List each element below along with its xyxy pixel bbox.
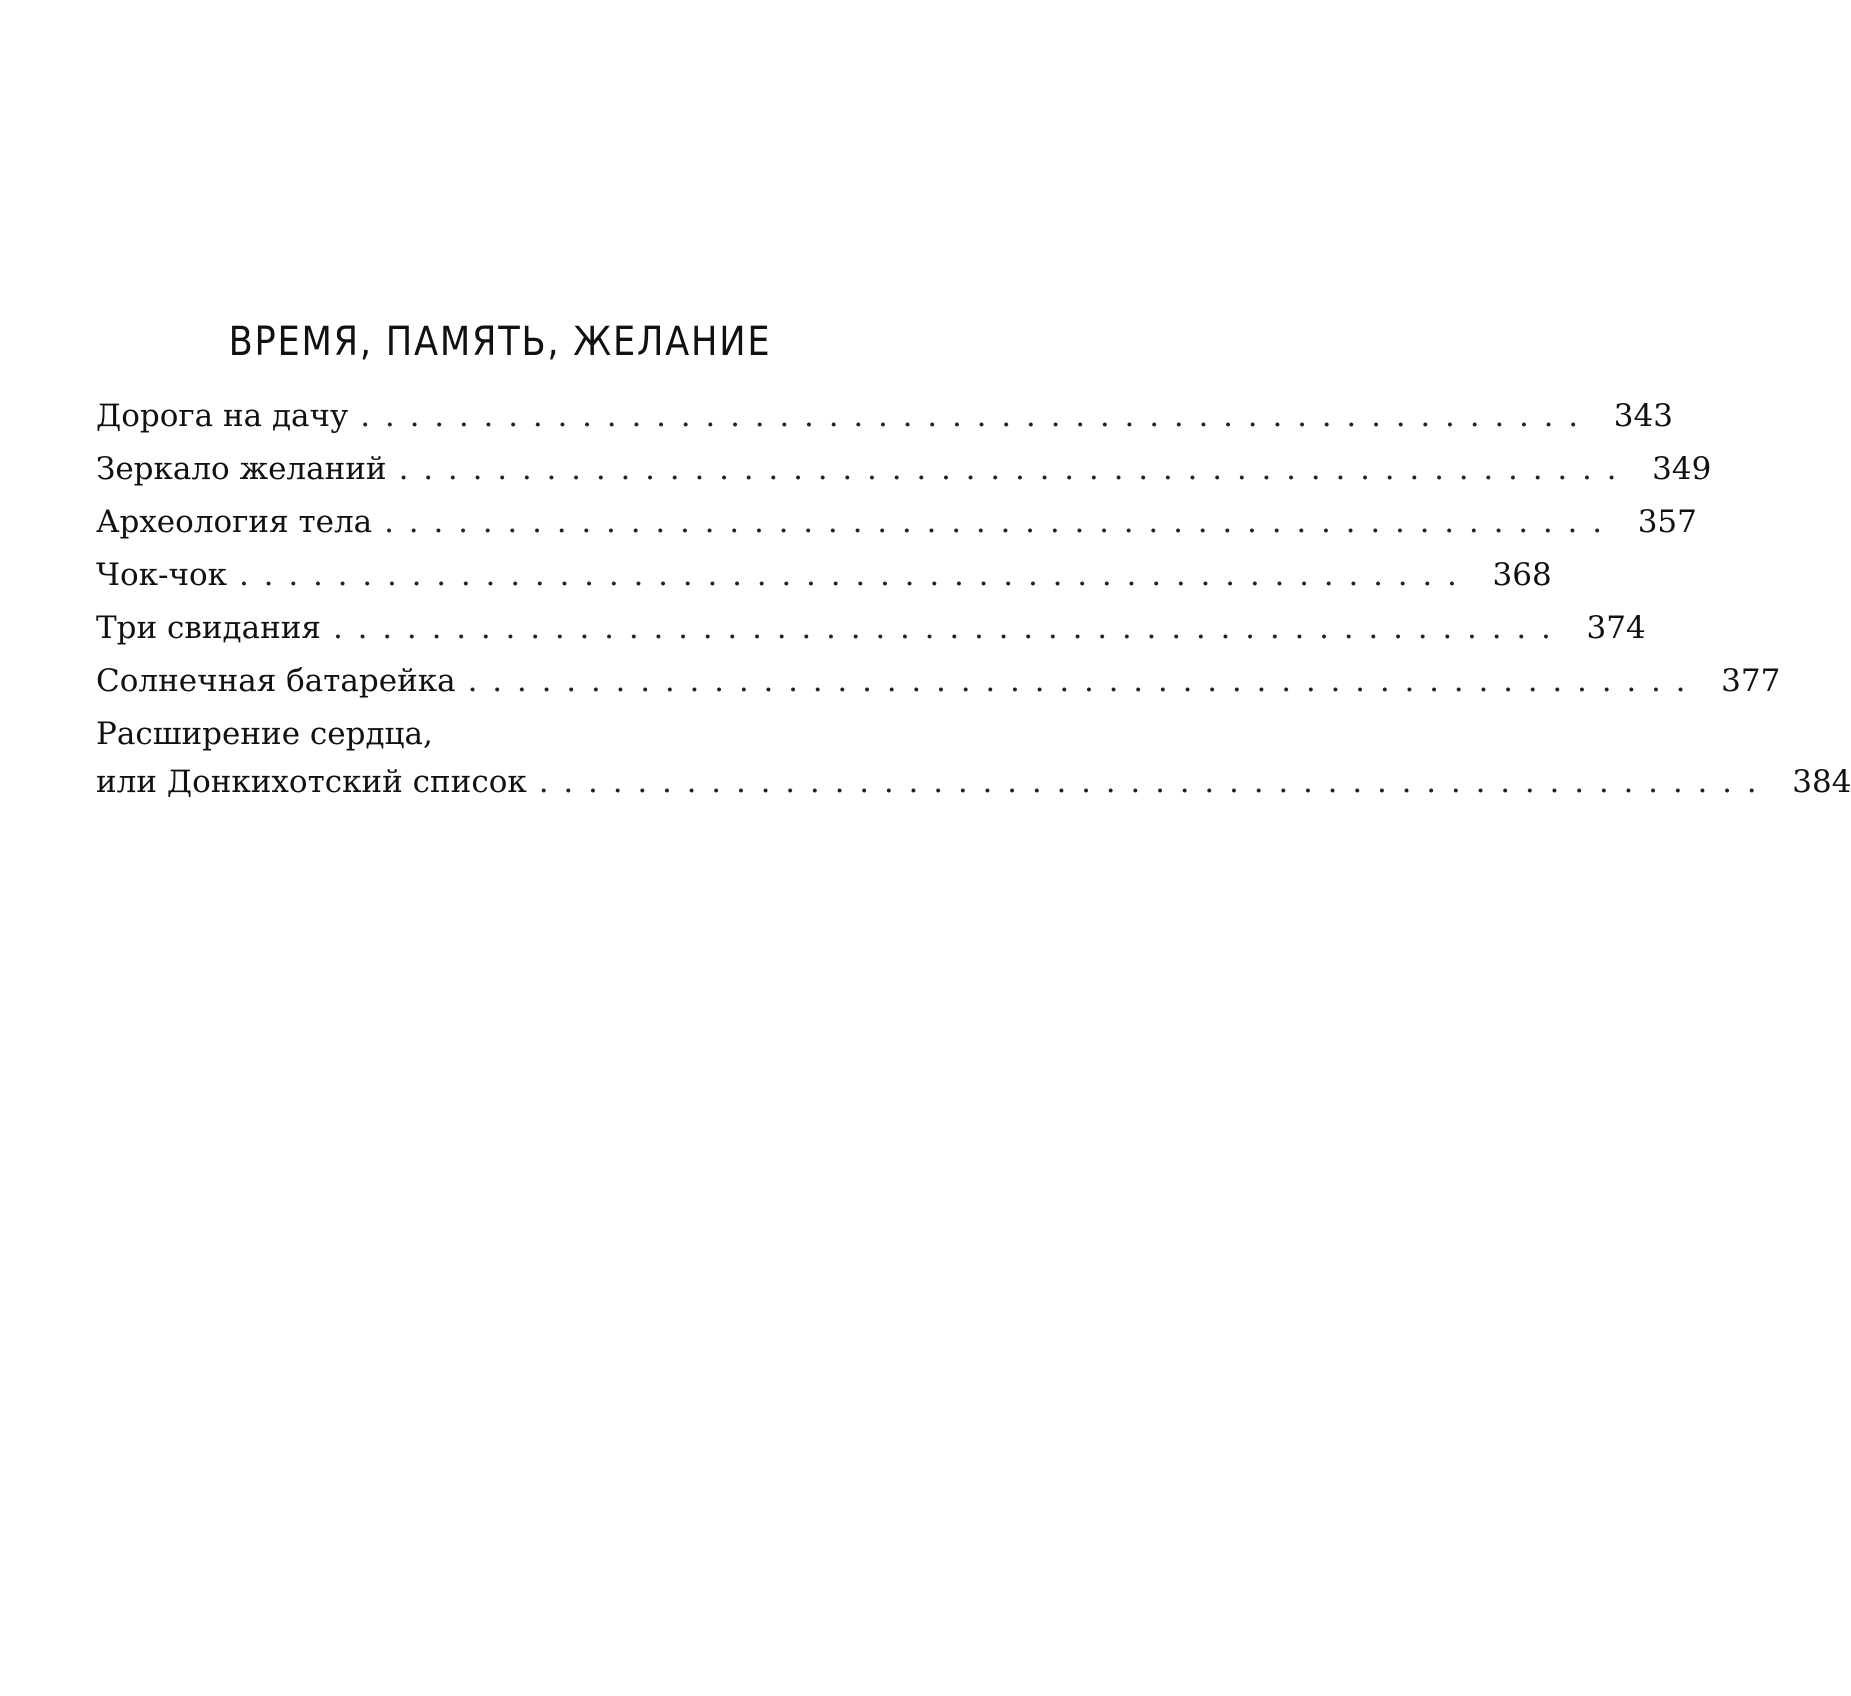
toc-entry-page: 357 (1637, 504, 1697, 540)
toc-entry[interactable] (96, 504, 1697, 541)
toc-entry[interactable] (96, 663, 1781, 700)
toc-entry-title: Три свидания (96, 610, 321, 646)
toc-entry-title: Солнечная батарейка (96, 663, 456, 699)
dot-leader: .................................................. (360, 398, 1593, 434)
toc-entry-title-line1: Расширение сердца, (96, 716, 433, 752)
dot-leader: .................................................. (467, 663, 1701, 699)
toc-entry-page: 368 (1492, 557, 1552, 593)
dot-leader: .................................................. (239, 557, 1472, 593)
toc-entry-title: Чок-чок (96, 557, 228, 593)
toc-entry-page: 343 (1613, 398, 1673, 434)
toc-entry-page: 374 (1586, 610, 1646, 646)
dot-leader: .................................................. (538, 764, 1772, 800)
toc-entry[interactable] (96, 557, 1552, 594)
toc-entry[interactable] (96, 398, 1673, 435)
toc-entry-page: 377 (1721, 663, 1781, 699)
table-of-contents (96, 398, 1851, 817)
toc-entry-title: Археология тела (96, 504, 373, 540)
toc-entry-title: Зеркало желаний (96, 451, 387, 487)
toc-entry-title-line2: или Донкихотский список (96, 764, 527, 800)
toc-entry[interactable] (96, 716, 1851, 801)
toc-entry-page: 384 (1792, 764, 1851, 800)
toc-entry[interactable] (96, 610, 1646, 647)
toc-entry-page: 349 (1652, 451, 1712, 487)
dot-leader: .................................................. (398, 451, 1632, 487)
toc-entry-title: Дорога на дачу (96, 398, 349, 434)
dot-leader: .................................................. (332, 610, 1566, 646)
section-title: ВРЕМЯ, ПАМЯТЬ, ЖЕЛАНИЕ (228, 319, 772, 365)
toc-entry-last-row (96, 764, 1851, 801)
dot-leader: .................................................. (384, 504, 1617, 540)
toc-entry[interactable] (96, 451, 1712, 488)
